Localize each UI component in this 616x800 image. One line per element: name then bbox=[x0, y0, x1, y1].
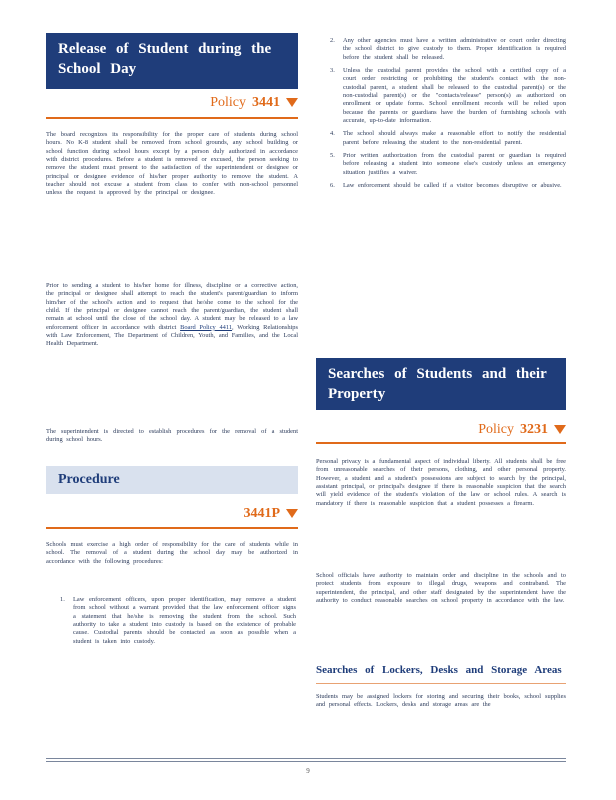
searches-policy-rule bbox=[316, 442, 566, 444]
procedure-item-2 bbox=[330, 37, 566, 62]
release-title-line1: Release of Student during the bbox=[58, 41, 272, 57]
procedure-item-number: 2. bbox=[330, 37, 335, 44]
procedure-list-right bbox=[330, 37, 566, 196]
release-paragraph-2-text: Prior to sending a student to his/her home for illness, discipline or a corrective action, the principal or designee shall attempt to reach the student's parent/guardian to inform him/her of the school's action and to request that he/she come to the school for the child. If the principal or designee cannot reach the parent/guardian, the student shall remain at school until the close of the school day. A student may be released to a law enforcement officer in accordance with district bbox=[46, 282, 298, 331]
footer-rule-top bbox=[46, 758, 566, 759]
procedure-heading-banner bbox=[46, 466, 298, 494]
procedure-item-number: 6. bbox=[330, 182, 335, 190]
procedure-heading: Procedure bbox=[58, 472, 120, 487]
triangle-down-icon bbox=[286, 509, 298, 518]
procedure-item-6 bbox=[330, 182, 566, 190]
policy-number: 3231 bbox=[520, 422, 548, 437]
release-policy-label bbox=[46, 95, 298, 111]
procedure-item-text: Any other agencies must have a written administrative or court order directing the school district to give custody to them. Proper identification is required before the student shall be released. bbox=[343, 37, 566, 61]
procedure-item-text: Law enforcement should be called if a visitor becomes disruptive or abusive. bbox=[343, 182, 562, 190]
policy-word: Policy bbox=[478, 422, 514, 437]
searches-paragraph-1: Personal privacy is a fundamental aspect of individual liberty. All students shall be free from unreasonable searches of their persons, clothing, and other personal property. However, a student and a student's possessions are subject to search by the principal, assistant principal, or principal's designee if there is reasonable suspicion that the search will yield evidence of the student's violation of the law or school rules. A search is mandatory if there is reasonable suspicion that a student possesses a firearm. bbox=[316, 458, 566, 507]
searches-title-line2: Property bbox=[328, 386, 386, 402]
procedure-code-rule bbox=[46, 527, 298, 529]
procedure-item-5 bbox=[330, 152, 566, 177]
procedure-item-number: 1. bbox=[60, 596, 65, 603]
triangle-down-icon bbox=[286, 98, 298, 107]
release-paragraph-3: The superintendent is directed to establish procedures for the removal of a student during school hours. bbox=[46, 428, 298, 444]
procedure-item-text: Prior written authorization from the custodial parent or guardian is required before releasing a student into someone else's custody unless an emergency situation justifies a waiver. bbox=[343, 152, 566, 176]
procedure-list-left bbox=[60, 596, 296, 651]
procedure-item-text: The school should always make a reasonable effort to notify the residential parent before releasing the student to the non-residential parent. bbox=[343, 130, 566, 146]
procedure-intro: Schools must exercise a high order of responsibility for the care of students while in school. The removal of a student during the school day may be authorized in accordance with the following procedures: bbox=[46, 541, 298, 565]
searches-paragraph-2: School officials have authority to maintain order and discipline in the schools and to protect students from exposure to illegal drugs, weapons and contraband. The superintendent, the principal, and other staff designated by the superintendent have the authority to conduct reasonable searches on school property in accordance with the law. bbox=[316, 572, 566, 605]
procedure-code: 3441P bbox=[243, 506, 280, 521]
procedure-item-4 bbox=[330, 130, 566, 147]
lockers-subheading-rule bbox=[316, 683, 566, 684]
searches-title-banner bbox=[316, 358, 566, 410]
policy-number: 3441 bbox=[252, 95, 280, 110]
procedure-item-3 bbox=[330, 67, 566, 125]
release-title-line2: School Day bbox=[58, 61, 137, 77]
searches-title-line1: Searches of Students and their bbox=[328, 366, 547, 382]
procedure-item-number: 5. bbox=[330, 152, 335, 160]
procedure-item-number: 4. bbox=[330, 130, 335, 138]
board-policy-4411-link[interactable]: Board Policy 4411 bbox=[180, 323, 233, 331]
release-paragraph-2-rest: , Working Relationships with Law Enforcement, The Department of Children, Youth, and Families, and the Local Health Department. bbox=[46, 323, 298, 348]
searches-policy-label bbox=[316, 422, 566, 438]
triangle-down-icon bbox=[554, 425, 566, 434]
procedure-item-1 bbox=[60, 596, 296, 646]
procedure-item-number: 3. bbox=[330, 67, 335, 75]
procedure-item-text: Law enforcement officers, upon proper identification, may remove a student from school without a warrant provided that the law enforcement officer signs a statement that he/she is removing the student from the school. Such authority to take a student into custody is based on the existence of probable cause. Custodial parents should be contacted as soon as possible when a student is taken into custody. bbox=[73, 596, 296, 645]
release-paragraph-1: The board recognizes its responsibility for the proper care of students during school hours. No K-8 student shall be removed from school grounds, any school building or school function during school hours except by a person duly authorized in accordance with district procedures. Before a student is removed or excused, the person seeking to remove the student must present to the satisfaction of the superintendent or designee or principal or designee evidence of his/her proper authority to remove the student. A teacher should not excuse a student from class to confer with non-school personnel unless the request is approved by the principal or designee. bbox=[46, 131, 298, 197]
release-paragraph-2 bbox=[46, 282, 298, 349]
footer-rule-bottom bbox=[46, 761, 566, 762]
page-number: 9 bbox=[306, 767, 310, 775]
procedure-item-text: Unless the custodial parent provides the school with a certified copy of a court order restricting or prohibiting the student's contact with the non-custodial parent, a student shall be released to the custodial parent(s) or the non-custodial parent(s) or the "contacts/release" person(s) as authorized on enrollment or update forms. School enrollment records will be relied upon because the parents or guardians have the burden of furnishing schools with accurate, up-to-date information. bbox=[343, 67, 566, 125]
searches-paragraph-3: Students may be assigned lockers for storing and securing their books, school supplies and personal effects. Lockers, desks and storage areas are the bbox=[316, 693, 566, 709]
release-title-banner bbox=[46, 33, 298, 89]
release-policy-rule bbox=[46, 117, 298, 119]
policy-word: Policy bbox=[210, 95, 246, 110]
lockers-subheading: Searches of Lockers, Desks and Storage Areas bbox=[316, 664, 562, 676]
procedure-code-label bbox=[46, 506, 298, 522]
